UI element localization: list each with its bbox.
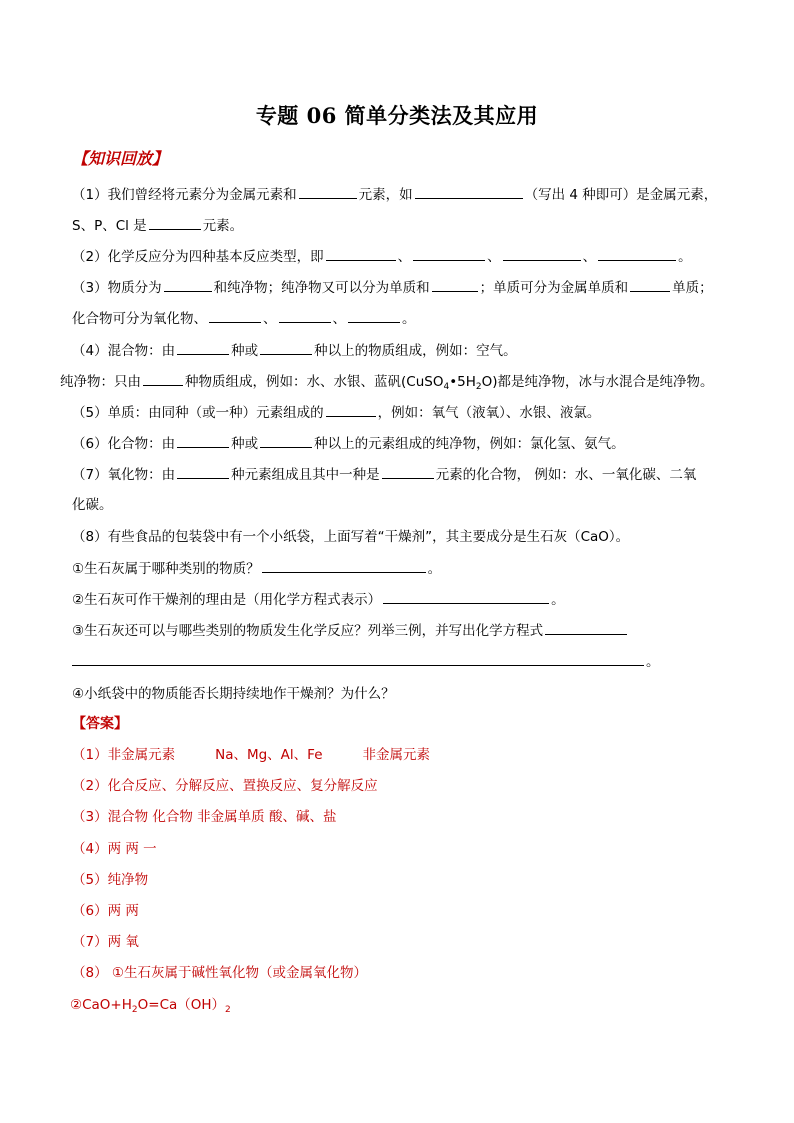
question-3-cont bbox=[72, 308, 416, 329]
blank bbox=[545, 620, 627, 635]
text: （写出 4 种即可）是金属元素， bbox=[524, 187, 718, 203]
blank bbox=[260, 340, 312, 355]
blank bbox=[415, 184, 523, 199]
text: 单质； bbox=[672, 280, 713, 296]
question-3 bbox=[72, 277, 713, 298]
text: •5H bbox=[449, 374, 476, 390]
blank bbox=[279, 308, 331, 323]
question-7-cont bbox=[72, 495, 113, 515]
text: 。 bbox=[427, 561, 442, 577]
text: 、 bbox=[332, 311, 346, 327]
subscript: 4 bbox=[443, 382, 450, 392]
text: （2）化学反应分为四种基本反应类型，即 bbox=[72, 249, 324, 265]
page-title: 专题 06 简单分类法及其应用 bbox=[255, 103, 539, 128]
question-5 bbox=[72, 402, 600, 423]
question-1-cont bbox=[72, 215, 243, 236]
blank bbox=[413, 246, 485, 261]
text: 种或 bbox=[231, 436, 259, 452]
text: （4）混合物：由 bbox=[72, 343, 176, 359]
text: ；单质可分为金属单质和 bbox=[479, 280, 629, 296]
text: 、 bbox=[263, 311, 277, 327]
question-8-part-3-cont bbox=[72, 651, 660, 672]
subscript: 2 bbox=[475, 382, 482, 392]
text: 元素。 bbox=[202, 218, 244, 234]
blank bbox=[326, 402, 376, 417]
blank bbox=[143, 371, 183, 386]
answer-3: （3）混合物 化合物 非金属单质 酸、碱、盐 bbox=[72, 809, 337, 825]
blank bbox=[177, 340, 229, 355]
answer-2: （2）化合反应、分解反应、置换反应、复分解反应 bbox=[72, 778, 378, 794]
section-heading: 【知识回放】 bbox=[72, 149, 169, 168]
answer-heading: 【答案】 bbox=[72, 716, 128, 732]
subscript: 2 bbox=[131, 1005, 138, 1015]
answer-8: （8） ①生石灰属于碱性氧化物（或金属氧化物） bbox=[72, 965, 367, 981]
text: （3）物质分为 bbox=[72, 280, 162, 296]
text: S、P、Cl 是 bbox=[72, 218, 147, 234]
blank bbox=[383, 589, 549, 604]
question-6 bbox=[72, 433, 625, 454]
text: 、 bbox=[397, 249, 412, 265]
blank bbox=[149, 215, 201, 230]
answer-4: （4）两 两 一 bbox=[72, 841, 157, 857]
question-2 bbox=[72, 246, 692, 267]
blank bbox=[177, 464, 229, 479]
text: （5）单质：由同种（或一种）元素组成的 bbox=[72, 405, 324, 421]
text: ③生石灰还可以与哪些类别的物质发生化学反应？列举三例，并写出化学方程式 bbox=[72, 623, 544, 639]
answer-1 bbox=[72, 745, 430, 765]
blank bbox=[262, 558, 426, 573]
text: 种元素组成且其中一种是 bbox=[231, 467, 380, 483]
text: O)都是纯净物，冰与水混合是纯净物。 bbox=[481, 374, 714, 390]
question-1 bbox=[72, 184, 717, 205]
text: Na、Mg、Al、Fe bbox=[215, 747, 323, 763]
blank bbox=[72, 651, 644, 666]
text: 、 bbox=[582, 249, 597, 265]
text: （1）我们曾经将元素分为金属元素和 bbox=[72, 187, 297, 203]
text: 种以上的物质组成，例如：空气。 bbox=[314, 343, 517, 359]
blank bbox=[164, 277, 212, 292]
question-8-part-1 bbox=[72, 558, 441, 579]
text: 。 bbox=[551, 592, 565, 608]
blank bbox=[630, 277, 670, 292]
text: 元素，如 bbox=[358, 187, 413, 203]
answer-5: （5）纯净物 bbox=[72, 872, 149, 888]
text: 。 bbox=[678, 249, 692, 265]
blank bbox=[348, 308, 400, 323]
text: O=Ca（OH） bbox=[137, 997, 226, 1013]
text: 化碳。 bbox=[72, 497, 113, 513]
text: 纯净物：只由 bbox=[60, 374, 141, 390]
text: （7）氧化物：由 bbox=[72, 467, 176, 483]
text: 种物质组成，例如：水、水银、蓝矾(CuSO bbox=[185, 374, 444, 390]
text: ，例如：氧气（液氧）、水银、液氯。 bbox=[377, 405, 601, 421]
text: （8）有些食品的包装袋中有一个小纸袋，上面写着“干燥剂”，其主要成分是生石灰（CaO）。 bbox=[72, 529, 630, 545]
text: ②CaO+H bbox=[70, 997, 132, 1013]
answer-6: （6）两 两 bbox=[72, 903, 139, 919]
text: ②生石灰可作干燥剂的理由是（用化学方程式表示） bbox=[72, 592, 382, 608]
text: （6）化合物：由 bbox=[72, 436, 176, 452]
text: 非金属元素 bbox=[362, 747, 431, 763]
text: （1）非金属元素 bbox=[72, 747, 176, 763]
question-4-cont bbox=[60, 371, 714, 397]
answer-9 bbox=[70, 995, 231, 1020]
text: 和纯净物；纯净物又可以分为单质和 bbox=[213, 280, 430, 296]
question-4 bbox=[72, 340, 517, 361]
blank bbox=[382, 464, 434, 479]
text: 。 bbox=[402, 311, 416, 327]
text: ①生石灰属于哪种类别的物质？ bbox=[72, 561, 260, 577]
blank bbox=[503, 246, 581, 261]
answer-7: （7）两 氧 bbox=[72, 934, 139, 950]
blank bbox=[326, 246, 396, 261]
text: 元素的化合物， 例如：水、一氧化碳、二氧 bbox=[435, 467, 697, 483]
blank bbox=[598, 246, 676, 261]
text: 种以上的元素组成的纯净物，例如：氯化氢、氨气。 bbox=[314, 436, 625, 452]
blank bbox=[209, 308, 261, 323]
blank bbox=[177, 433, 229, 448]
question-8-part-2 bbox=[72, 589, 565, 610]
blank bbox=[299, 184, 357, 199]
question-8 bbox=[72, 527, 629, 547]
text: ④小纸袋中的物质能否长期持续地作干燥剂？为什么？ bbox=[72, 686, 395, 702]
text: 种或 bbox=[231, 343, 259, 359]
text: 化合物可分为氧化物、 bbox=[72, 311, 207, 327]
text: 。 bbox=[646, 654, 660, 670]
subscript: 2 bbox=[225, 1005, 231, 1015]
text: 、 bbox=[487, 249, 501, 265]
question-8-part-4 bbox=[72, 684, 395, 704]
question-7 bbox=[72, 464, 696, 485]
question-8-part-3 bbox=[72, 620, 629, 641]
blank bbox=[432, 277, 478, 292]
blank bbox=[260, 433, 312, 448]
